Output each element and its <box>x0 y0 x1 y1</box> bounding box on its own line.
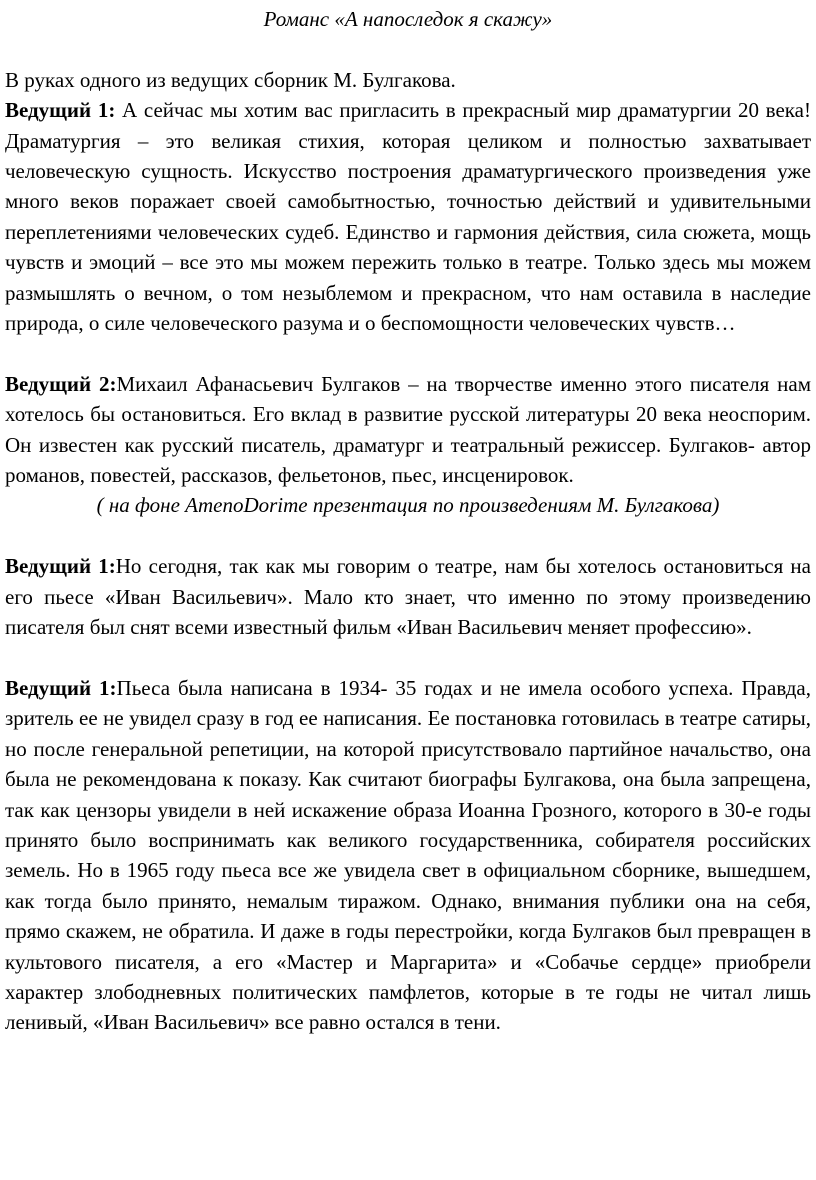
speaker-label: Ведущий 1: <box>5 675 117 700</box>
speaker-label: Ведущий 2: <box>5 371 117 396</box>
intro-line: В руках одного из ведущих сборник М. Булгакова. <box>5 67 456 92</box>
paragraph-1 <box>5 95 811 338</box>
paragraph-text: А сейчас мы хотим вас пригласить в прекрасный мир драматургии 20 века! Драматургия – это великая стихия, которая целиком и полностью захватывает человеческую сущность. Искусство построения драматургического произведения уже много веков поражает своей самобытностью, точностью действий и удивительными переплетениями человеческих судеб. Единство и гармония действия, сила сюжета, мощь чувств и эмоций – все это мы можем пережить только в театре. Только здесь мы можем размышлять о вечном, о том незыблемом и прекрасном, что нам оставила в наследие природа, о силе человеческого разума и о беспомощности человеческих чувств… <box>5 98 811 336</box>
paragraph-4 <box>5 673 811 1038</box>
speaker-label: Ведущий 1: <box>5 98 116 123</box>
paragraph-2 <box>5 369 811 491</box>
paragraph-text: Пьеса была написана в 1934- 35 годах и не имела особого успеха. Правда, зритель ее не увидел сразу в год ее написания. Ее постановка готовилась в театре сатиры, но после генеральной репетиции, на которой присутствовало партийное начальство, она была не рекомендована к показу. Как считают биографы Булгакова, она была запрещена, так как цензоры увидели в ней искажение образа Иоанна Грозного, которого в 30-е годы принято было воспринимать как великого государственника, собирателя российских земель. Но в 1965 году пьеса все же увидела свет в официальном сборнике, вышедшем, как тогда было принято, немалым тиражом. Однако, внимания публики она на себя, прямо скажем, не обратила. И даже в годы перестройки, когда Булгаков был превращен в культового писателя, а его «Мастер и Маргарита» и «Собачье сердце» приобрели характер злободневных политических памфлетов, которые в те годы не читал лишь ленивый, «Иван Васильевич» все равно остался в тени. <box>5 675 811 1035</box>
stage-note: ( на фоне AmenoDorime презентация по произведениям М. Булгакова) <box>96 493 720 518</box>
spacer <box>5 338 811 368</box>
paragraph-text: Но сегодня, так как мы говорим о театре, нам бы хотелось остановиться на его пьесе «Иван Васильевич». Мало кто знает, что именно по этому произведению писателя был снят всеми известный фильм «Иван Васильевич меняет профессию». <box>5 554 811 640</box>
speaker-label: Ведущий 1: <box>5 554 116 579</box>
paragraph-3 <box>5 551 811 642</box>
spacer <box>5 521 811 551</box>
spacer <box>5 642 811 672</box>
document-title: Романс «А напоследок я скажу» <box>263 7 553 31</box>
paragraph-text: Михаил Афанасьевич Булгаков – на творчестве именно этого писателя нам хотелось бы остановиться. Его вклад в развитие русской литературы 20 века неоспорим. Он известен как русский писатель, драматург и театральный режиссер. Булгаков- автор романов, повестей, рассказов, фельетонов, пьес, инсценировок. <box>5 371 811 488</box>
spacer <box>5 34 811 64</box>
